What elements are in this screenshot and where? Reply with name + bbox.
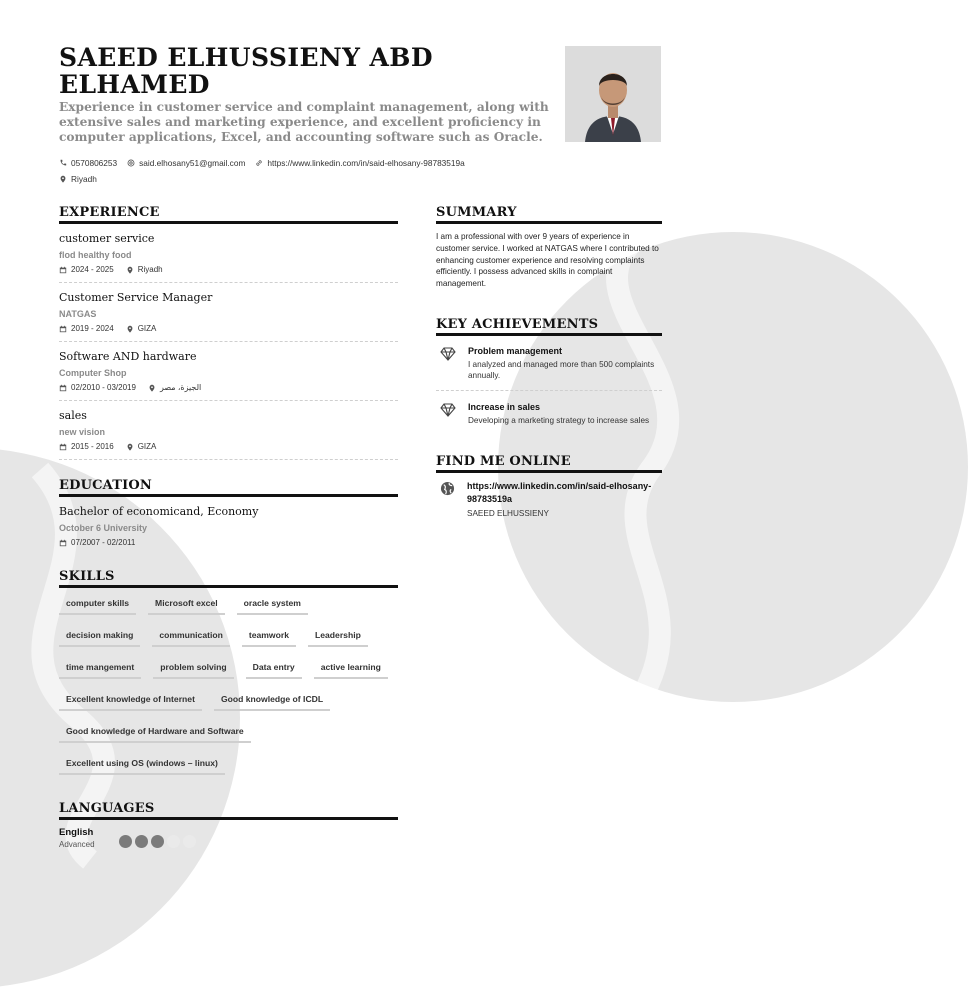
skill-tag: Excellent knowledge of Internet [59, 691, 202, 711]
skill-tag: teamwork [242, 627, 296, 647]
skill-tag: communication [152, 627, 230, 647]
job-dates: 2015 - 2016 [71, 442, 114, 451]
language-name: English [59, 827, 94, 838]
website-url[interactable]: https://www.linkedin.com/in/said-elhosany-98783519a [267, 158, 465, 168]
headline: Experience in customer service and complaint management, along with extensive sales and marketing experience, and excellent proficiency in computer applications, Excel, and accounting software such as Oracle. [59, 100, 549, 144]
experience-entry [59, 290, 398, 342]
profile-photo-icon [565, 46, 661, 142]
achievement-title: Increase in sales [468, 401, 541, 412]
location-pin-icon [126, 325, 134, 333]
job-role: Customer Service Manager [59, 291, 213, 304]
job-location: GIZA [137, 442, 157, 451]
achievement-item [436, 399, 662, 435]
education-dates: 07/2007 - 02/2011 [71, 538, 136, 547]
job-role: customer service [59, 232, 155, 245]
language-level: Advanced [59, 840, 95, 849]
job-dates: 02/2010 - 03/2019 [71, 383, 136, 392]
achievement-desc: I analyzed and managed more than 500 complaints annually. [468, 359, 655, 381]
email-address[interactable]: said.elhosany51@gmail.com [139, 158, 246, 168]
job-company: Computer Shop [59, 368, 127, 378]
education-section [59, 478, 398, 547]
skill-tag: time mangement [59, 659, 141, 679]
online-section [436, 454, 662, 518]
phone-contact [59, 158, 117, 168]
location-contact [59, 174, 97, 184]
achievement-desc: Developing a marketing strategy to increase sales [468, 415, 650, 425]
skill-tag: Leadership [308, 627, 368, 647]
school: October 6 University [59, 523, 148, 533]
at-sign-icon [127, 159, 135, 167]
skill-tag: Good knowledge of ICDL [214, 691, 330, 711]
candidate-name: SAEED ELHUSSIENY ABD ELHAMED [59, 43, 433, 99]
education-heading: EDUCATION [59, 478, 398, 497]
skill-tag: Microsoft excel [148, 595, 225, 615]
achievement-item [436, 343, 662, 391]
online-item [436, 480, 662, 518]
location-pin-icon [126, 266, 134, 274]
location-text: Riyadh [71, 174, 97, 184]
calendar-icon [59, 325, 67, 333]
achievements-section [436, 317, 662, 435]
calendar-icon [59, 384, 67, 392]
contact-info [59, 156, 559, 188]
skill-tag: Good knowledge of Hardware and Software [59, 723, 251, 743]
diamond-icon [440, 347, 456, 361]
website-contact[interactable] [255, 158, 464, 168]
summary-heading: SUMMARY [436, 205, 662, 224]
skill-tag: Excellent using OS (windows – linux) [59, 755, 225, 775]
job-role: Software AND hardware [59, 350, 197, 363]
skill-tag: problem solving [153, 659, 233, 679]
job-location: GIZA [137, 324, 157, 333]
globe-icon [440, 481, 455, 496]
location-pin-icon [126, 443, 134, 451]
experience-heading: EXPERIENCE [59, 205, 398, 224]
location-pin-icon [148, 384, 156, 392]
rating-dot-filled [119, 835, 132, 848]
job-company: flod healthy food [59, 250, 132, 260]
diamond-icon [440, 403, 456, 417]
experience-entry [59, 408, 398, 460]
job-company: new vision [59, 427, 106, 437]
phone-number: 0570806253 [71, 158, 118, 168]
skill-tag: Data entry [246, 659, 302, 679]
skill-tag: computer skills [59, 595, 136, 615]
language-entry [59, 827, 398, 849]
experience-entry [59, 231, 398, 283]
language-rating [119, 835, 196, 848]
skill-tag: decision making [59, 627, 140, 647]
achievements-heading: KEY ACHIEVEMENTS [436, 317, 662, 336]
online-heading: FIND ME ONLINE [436, 454, 662, 473]
skills-heading: SKILLS [59, 569, 398, 588]
right-column [436, 205, 662, 518]
experience-entry [59, 349, 398, 401]
job-company: NATGAS [59, 309, 97, 319]
calendar-icon [59, 539, 67, 547]
left-column [59, 205, 398, 849]
languages-heading: LANGUAGES [59, 801, 398, 820]
job-location: الجيزة، مصر [159, 383, 202, 392]
summary-text: I am a professional with over 9 years of experience in customer service. I worked at NATGAS where I contributed to enhancing customer experience and resolving complaints efficiently. I possess advanced skills in complaint management. [436, 232, 659, 289]
calendar-icon [59, 266, 67, 274]
location-pin-icon [59, 175, 67, 183]
profile-photo [565, 46, 661, 142]
rating-dot-filled [135, 835, 148, 848]
achievement-title: Problem management [468, 345, 563, 356]
skills-section [59, 569, 398, 775]
degree: Bachelor of economicand, Economy [59, 505, 259, 518]
online-name: SAEED ELHUSSIENY [467, 509, 549, 519]
rating-dot-empty [183, 835, 196, 848]
phone-icon [59, 159, 67, 167]
skill-tag: active learning [314, 659, 388, 679]
languages-section [59, 801, 398, 849]
job-role: sales [59, 409, 87, 422]
link-icon [255, 159, 263, 167]
rating-dot-filled [151, 835, 164, 848]
email-contact[interactable] [127, 158, 245, 168]
online-link[interactable]: https://www.linkedin.com/in/said-elhosany-98783519a [467, 481, 652, 504]
skill-tag: oracle system [237, 595, 308, 615]
job-location: Riyadh [137, 265, 163, 274]
job-dates: 2019 - 2024 [71, 324, 114, 333]
job-dates: 2024 - 2025 [71, 265, 114, 274]
rating-dot-empty [167, 835, 180, 848]
calendar-icon [59, 443, 67, 451]
